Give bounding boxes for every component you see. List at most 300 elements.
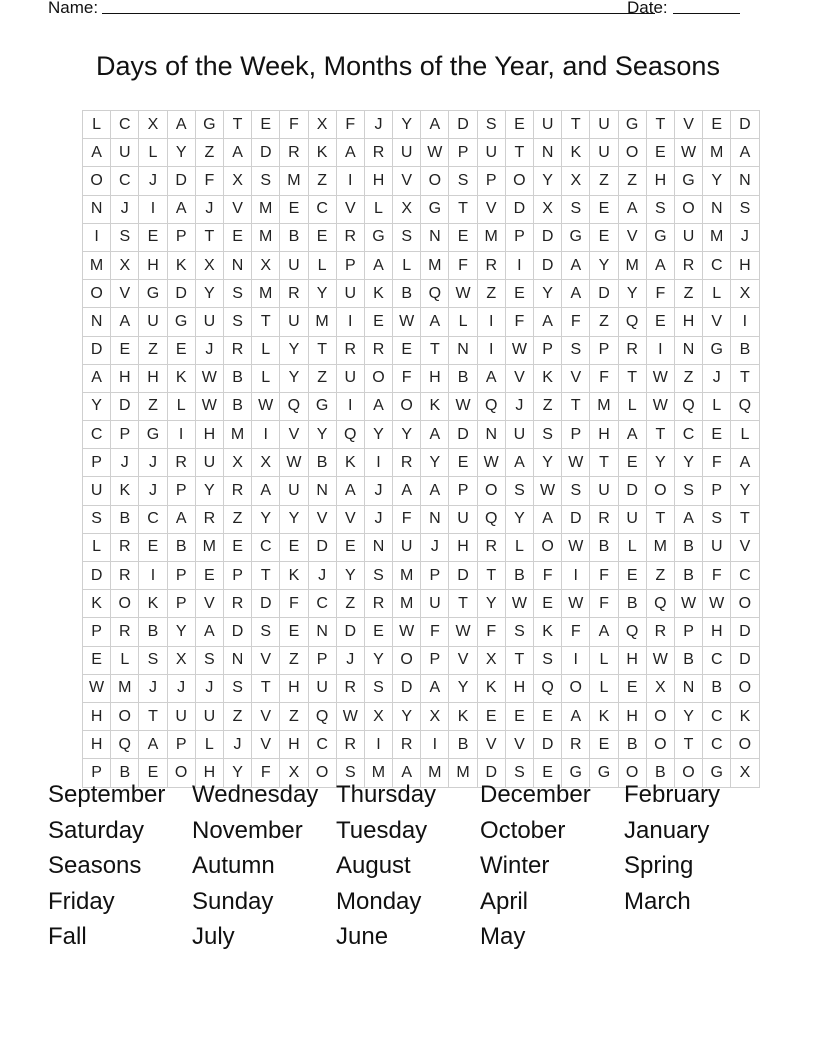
- grid-cell[interactable]: X: [421, 702, 449, 730]
- grid-cell[interactable]: N: [83, 195, 111, 223]
- grid-cell[interactable]: C: [111, 167, 139, 195]
- grid-cell[interactable]: D: [449, 111, 477, 139]
- grid-cell[interactable]: D: [308, 533, 336, 561]
- grid-cell[interactable]: Y: [703, 167, 731, 195]
- grid-cell[interactable]: X: [223, 167, 251, 195]
- grid-cell[interactable]: V: [703, 308, 731, 336]
- grid-cell[interactable]: B: [731, 336, 759, 364]
- grid-cell[interactable]: U: [336, 280, 364, 308]
- grid-cell[interactable]: A: [421, 308, 449, 336]
- grid-cell[interactable]: R: [618, 336, 646, 364]
- grid-cell[interactable]: M: [618, 251, 646, 279]
- name-blank-line[interactable]: [102, 13, 655, 14]
- grid-cell[interactable]: H: [421, 364, 449, 392]
- grid-cell[interactable]: J: [336, 646, 364, 674]
- grid-cell[interactable]: N: [477, 421, 505, 449]
- grid-cell[interactable]: P: [83, 759, 111, 787]
- grid-cell[interactable]: W: [83, 674, 111, 702]
- grid-cell[interactable]: U: [618, 505, 646, 533]
- grid-cell[interactable]: H: [618, 702, 646, 730]
- grid-cell[interactable]: T: [562, 111, 590, 139]
- grid-cell[interactable]: U: [167, 702, 195, 730]
- grid-cell[interactable]: A: [618, 195, 646, 223]
- grid-cell[interactable]: U: [280, 477, 308, 505]
- grid-cell[interactable]: W: [195, 364, 223, 392]
- grid-cell[interactable]: I: [477, 336, 505, 364]
- grid-cell[interactable]: B: [223, 392, 251, 420]
- grid-cell[interactable]: S: [223, 674, 251, 702]
- grid-cell[interactable]: G: [674, 167, 702, 195]
- grid-cell[interactable]: M: [223, 421, 251, 449]
- grid-cell[interactable]: A: [646, 251, 674, 279]
- grid-cell[interactable]: L: [618, 533, 646, 561]
- grid-cell[interactable]: V: [252, 731, 280, 759]
- grid-cell[interactable]: I: [505, 251, 533, 279]
- grid-cell[interactable]: M: [252, 280, 280, 308]
- grid-cell[interactable]: V: [308, 505, 336, 533]
- grid-cell[interactable]: E: [534, 590, 562, 618]
- grid-cell[interactable]: P: [703, 477, 731, 505]
- grid-cell[interactable]: B: [674, 533, 702, 561]
- grid-cell[interactable]: F: [393, 505, 421, 533]
- grid-cell[interactable]: C: [111, 111, 139, 139]
- grid-cell[interactable]: X: [223, 449, 251, 477]
- grid-cell[interactable]: U: [393, 533, 421, 561]
- grid-cell[interactable]: B: [280, 223, 308, 251]
- grid-cell[interactable]: M: [703, 223, 731, 251]
- grid-cell[interactable]: Y: [252, 505, 280, 533]
- grid-cell[interactable]: J: [364, 505, 392, 533]
- grid-cell[interactable]: G: [703, 336, 731, 364]
- grid-cell[interactable]: J: [308, 562, 336, 590]
- grid-cell[interactable]: I: [139, 195, 167, 223]
- grid-cell[interactable]: H: [83, 702, 111, 730]
- grid-cell[interactable]: E: [364, 308, 392, 336]
- grid-cell[interactable]: G: [590, 759, 618, 787]
- grid-cell[interactable]: D: [252, 139, 280, 167]
- grid-cell[interactable]: O: [646, 731, 674, 759]
- grid-cell[interactable]: O: [167, 759, 195, 787]
- grid-cell[interactable]: W: [393, 618, 421, 646]
- grid-cell[interactable]: M: [252, 195, 280, 223]
- grid-cell[interactable]: Y: [280, 364, 308, 392]
- grid-cell[interactable]: S: [731, 195, 759, 223]
- grid-cell[interactable]: Z: [223, 702, 251, 730]
- grid-cell[interactable]: T: [618, 364, 646, 392]
- grid-cell[interactable]: I: [646, 336, 674, 364]
- grid-cell[interactable]: V: [111, 280, 139, 308]
- grid-cell[interactable]: F: [703, 449, 731, 477]
- grid-cell[interactable]: K: [139, 590, 167, 618]
- grid-cell[interactable]: Z: [590, 308, 618, 336]
- grid-cell[interactable]: X: [731, 759, 759, 787]
- grid-cell[interactable]: F: [562, 308, 590, 336]
- grid-cell[interactable]: O: [505, 167, 533, 195]
- grid-cell[interactable]: O: [618, 759, 646, 787]
- grid-cell[interactable]: F: [195, 167, 223, 195]
- grid-cell[interactable]: R: [167, 449, 195, 477]
- grid-cell[interactable]: S: [449, 167, 477, 195]
- grid-cell[interactable]: A: [731, 449, 759, 477]
- grid-cell[interactable]: T: [308, 336, 336, 364]
- grid-cell[interactable]: A: [195, 618, 223, 646]
- grid-cell[interactable]: X: [393, 195, 421, 223]
- grid-cell[interactable]: A: [364, 251, 392, 279]
- grid-cell[interactable]: U: [449, 505, 477, 533]
- grid-cell[interactable]: Z: [308, 364, 336, 392]
- grid-cell[interactable]: S: [505, 759, 533, 787]
- grid-cell[interactable]: V: [252, 646, 280, 674]
- grid-cell[interactable]: D: [731, 646, 759, 674]
- grid-cell[interactable]: C: [703, 251, 731, 279]
- grid-cell[interactable]: K: [534, 618, 562, 646]
- grid-cell[interactable]: E: [505, 280, 533, 308]
- grid-cell[interactable]: B: [449, 731, 477, 759]
- grid-cell[interactable]: W: [280, 449, 308, 477]
- grid-cell[interactable]: R: [280, 280, 308, 308]
- grid-cell[interactable]: Y: [534, 280, 562, 308]
- grid-cell[interactable]: S: [364, 562, 392, 590]
- grid-cell[interactable]: G: [364, 223, 392, 251]
- grid-cell[interactable]: O: [83, 167, 111, 195]
- grid-cell[interactable]: F: [590, 590, 618, 618]
- grid-cell[interactable]: K: [590, 702, 618, 730]
- grid-cell[interactable]: L: [139, 139, 167, 167]
- grid-cell[interactable]: T: [477, 562, 505, 590]
- grid-cell[interactable]: K: [308, 139, 336, 167]
- grid-cell[interactable]: W: [703, 590, 731, 618]
- grid-cell[interactable]: Z: [280, 646, 308, 674]
- grid-cell[interactable]: K: [477, 674, 505, 702]
- grid-cell[interactable]: T: [646, 505, 674, 533]
- grid-cell[interactable]: O: [731, 674, 759, 702]
- grid-cell[interactable]: M: [703, 139, 731, 167]
- grid-cell[interactable]: R: [111, 533, 139, 561]
- grid-cell[interactable]: Z: [223, 505, 251, 533]
- grid-cell[interactable]: O: [83, 280, 111, 308]
- grid-cell[interactable]: L: [703, 280, 731, 308]
- grid-cell[interactable]: P: [562, 421, 590, 449]
- grid-cell[interactable]: R: [223, 336, 251, 364]
- grid-cell[interactable]: Q: [646, 590, 674, 618]
- grid-cell[interactable]: E: [280, 618, 308, 646]
- grid-cell[interactable]: Q: [477, 505, 505, 533]
- grid-cell[interactable]: P: [449, 477, 477, 505]
- grid-cell[interactable]: N: [223, 251, 251, 279]
- grid-cell[interactable]: V: [336, 195, 364, 223]
- grid-cell[interactable]: Y: [731, 477, 759, 505]
- grid-cell[interactable]: N: [421, 505, 449, 533]
- grid-cell[interactable]: B: [674, 646, 702, 674]
- grid-cell[interactable]: R: [393, 449, 421, 477]
- grid-cell[interactable]: H: [731, 251, 759, 279]
- grid-cell[interactable]: Y: [393, 111, 421, 139]
- grid-cell[interactable]: A: [83, 139, 111, 167]
- grid-cell[interactable]: U: [703, 533, 731, 561]
- grid-cell[interactable]: L: [731, 421, 759, 449]
- grid-cell[interactable]: R: [111, 618, 139, 646]
- grid-cell[interactable]: E: [449, 223, 477, 251]
- grid-cell[interactable]: B: [308, 449, 336, 477]
- grid-cell[interactable]: I: [364, 449, 392, 477]
- grid-cell[interactable]: F: [590, 562, 618, 590]
- grid-cell[interactable]: D: [534, 223, 562, 251]
- grid-cell[interactable]: S: [703, 505, 731, 533]
- grid-cell[interactable]: B: [674, 562, 702, 590]
- grid-cell[interactable]: T: [505, 139, 533, 167]
- grid-cell[interactable]: S: [83, 505, 111, 533]
- grid-cell[interactable]: G: [562, 759, 590, 787]
- grid-cell[interactable]: V: [505, 364, 533, 392]
- grid-cell[interactable]: X: [562, 167, 590, 195]
- grid-cell[interactable]: K: [167, 364, 195, 392]
- grid-cell[interactable]: T: [646, 421, 674, 449]
- grid-cell[interactable]: P: [449, 139, 477, 167]
- grid-cell[interactable]: F: [280, 111, 308, 139]
- grid-cell[interactable]: Q: [731, 392, 759, 420]
- grid-cell[interactable]: Y: [674, 449, 702, 477]
- grid-cell[interactable]: Z: [674, 364, 702, 392]
- grid-cell[interactable]: X: [534, 195, 562, 223]
- grid-cell[interactable]: E: [534, 759, 562, 787]
- grid-cell[interactable]: A: [167, 505, 195, 533]
- grid-cell[interactable]: O: [674, 759, 702, 787]
- grid-cell[interactable]: T: [590, 449, 618, 477]
- grid-cell[interactable]: C: [703, 646, 731, 674]
- grid-cell[interactable]: X: [252, 449, 280, 477]
- grid-cell[interactable]: A: [252, 477, 280, 505]
- grid-cell[interactable]: E: [477, 702, 505, 730]
- grid-cell[interactable]: Y: [195, 280, 223, 308]
- grid-cell[interactable]: U: [674, 223, 702, 251]
- grid-cell[interactable]: X: [139, 111, 167, 139]
- grid-cell[interactable]: S: [505, 618, 533, 646]
- grid-cell[interactable]: X: [308, 111, 336, 139]
- grid-cell[interactable]: R: [393, 731, 421, 759]
- grid-cell[interactable]: T: [421, 336, 449, 364]
- grid-cell[interactable]: G: [308, 392, 336, 420]
- grid-cell[interactable]: U: [590, 111, 618, 139]
- grid-cell[interactable]: W: [421, 139, 449, 167]
- grid-cell[interactable]: M: [421, 759, 449, 787]
- grid-cell[interactable]: Z: [336, 590, 364, 618]
- grid-cell[interactable]: M: [111, 674, 139, 702]
- grid-cell[interactable]: X: [646, 674, 674, 702]
- grid-cell[interactable]: G: [195, 111, 223, 139]
- grid-cell[interactable]: C: [703, 731, 731, 759]
- grid-cell[interactable]: B: [393, 280, 421, 308]
- grid-cell[interactable]: Y: [534, 167, 562, 195]
- grid-cell[interactable]: D: [252, 590, 280, 618]
- grid-cell[interactable]: O: [421, 167, 449, 195]
- grid-cell[interactable]: E: [139, 223, 167, 251]
- grid-cell[interactable]: N: [703, 195, 731, 223]
- grid-cell[interactable]: X: [195, 251, 223, 279]
- grid-cell[interactable]: R: [223, 477, 251, 505]
- grid-cell[interactable]: B: [618, 731, 646, 759]
- grid-cell[interactable]: X: [364, 702, 392, 730]
- grid-cell[interactable]: N: [674, 336, 702, 364]
- grid-cell[interactable]: L: [111, 646, 139, 674]
- grid-cell[interactable]: G: [139, 280, 167, 308]
- grid-cell[interactable]: Y: [280, 336, 308, 364]
- grid-cell[interactable]: U: [393, 139, 421, 167]
- grid-cell[interactable]: X: [252, 251, 280, 279]
- grid-cell[interactable]: U: [195, 702, 223, 730]
- grid-cell[interactable]: U: [83, 477, 111, 505]
- grid-cell[interactable]: D: [590, 280, 618, 308]
- grid-cell[interactable]: S: [111, 223, 139, 251]
- grid-cell[interactable]: Y: [280, 505, 308, 533]
- grid-cell[interactable]: H: [674, 308, 702, 336]
- grid-cell[interactable]: U: [505, 421, 533, 449]
- grid-cell[interactable]: Y: [646, 449, 674, 477]
- grid-cell[interactable]: J: [703, 364, 731, 392]
- grid-cell[interactable]: N: [534, 139, 562, 167]
- grid-cell[interactable]: L: [590, 646, 618, 674]
- grid-cell[interactable]: V: [336, 505, 364, 533]
- grid-cell[interactable]: Y: [534, 449, 562, 477]
- grid-cell[interactable]: N: [223, 646, 251, 674]
- grid-cell[interactable]: T: [252, 674, 280, 702]
- grid-cell[interactable]: A: [505, 449, 533, 477]
- grid-cell[interactable]: P: [167, 562, 195, 590]
- grid-cell[interactable]: U: [336, 364, 364, 392]
- grid-cell[interactable]: S: [223, 308, 251, 336]
- grid-cell[interactable]: O: [646, 477, 674, 505]
- grid-cell[interactable]: R: [674, 251, 702, 279]
- grid-cell[interactable]: D: [449, 421, 477, 449]
- grid-cell[interactable]: H: [280, 674, 308, 702]
- grid-cell[interactable]: M: [252, 223, 280, 251]
- grid-cell[interactable]: C: [308, 590, 336, 618]
- grid-cell[interactable]: Y: [449, 674, 477, 702]
- grid-cell[interactable]: M: [477, 223, 505, 251]
- grid-cell[interactable]: C: [308, 731, 336, 759]
- grid-cell[interactable]: W: [646, 392, 674, 420]
- grid-cell[interactable]: U: [195, 449, 223, 477]
- grid-cell[interactable]: Y: [618, 280, 646, 308]
- grid-cell[interactable]: Y: [167, 618, 195, 646]
- grid-cell[interactable]: M: [195, 533, 223, 561]
- grid-cell[interactable]: I: [336, 392, 364, 420]
- grid-cell[interactable]: T: [731, 505, 759, 533]
- grid-cell[interactable]: H: [111, 364, 139, 392]
- grid-cell[interactable]: J: [111, 195, 139, 223]
- grid-cell[interactable]: M: [590, 392, 618, 420]
- grid-cell[interactable]: S: [562, 195, 590, 223]
- grid-cell[interactable]: S: [393, 223, 421, 251]
- grid-cell[interactable]: H: [195, 759, 223, 787]
- grid-cell[interactable]: O: [477, 477, 505, 505]
- grid-cell[interactable]: Y: [223, 759, 251, 787]
- grid-cell[interactable]: H: [505, 674, 533, 702]
- grid-cell[interactable]: R: [336, 674, 364, 702]
- grid-cell[interactable]: D: [223, 618, 251, 646]
- grid-cell[interactable]: Y: [393, 702, 421, 730]
- grid-cell[interactable]: A: [731, 139, 759, 167]
- grid-cell[interactable]: R: [223, 590, 251, 618]
- grid-cell[interactable]: E: [618, 449, 646, 477]
- grid-cell[interactable]: E: [223, 533, 251, 561]
- grid-cell[interactable]: I: [562, 562, 590, 590]
- grid-cell[interactable]: K: [731, 702, 759, 730]
- grid-cell[interactable]: N: [308, 477, 336, 505]
- grid-cell[interactable]: J: [364, 111, 392, 139]
- grid-cell[interactable]: E: [139, 533, 167, 561]
- grid-cell[interactable]: T: [449, 590, 477, 618]
- grid-cell[interactable]: A: [534, 308, 562, 336]
- grid-cell[interactable]: D: [393, 674, 421, 702]
- grid-cell[interactable]: T: [449, 195, 477, 223]
- grid-cell[interactable]: Q: [534, 674, 562, 702]
- grid-cell[interactable]: A: [393, 477, 421, 505]
- grid-cell[interactable]: E: [505, 111, 533, 139]
- grid-cell[interactable]: E: [590, 731, 618, 759]
- grid-cell[interactable]: A: [421, 421, 449, 449]
- grid-cell[interactable]: E: [111, 336, 139, 364]
- grid-cell[interactable]: W: [449, 618, 477, 646]
- grid-cell[interactable]: C: [308, 195, 336, 223]
- grid-cell[interactable]: U: [477, 139, 505, 167]
- grid-cell[interactable]: Z: [308, 167, 336, 195]
- grid-cell[interactable]: D: [731, 618, 759, 646]
- grid-cell[interactable]: Y: [308, 421, 336, 449]
- grid-cell[interactable]: I: [252, 421, 280, 449]
- grid-cell[interactable]: E: [195, 562, 223, 590]
- grid-cell[interactable]: Y: [364, 646, 392, 674]
- grid-cell[interactable]: M: [421, 251, 449, 279]
- grid-cell[interactable]: Z: [646, 562, 674, 590]
- grid-cell[interactable]: F: [534, 562, 562, 590]
- grid-cell[interactable]: J: [139, 449, 167, 477]
- grid-cell[interactable]: U: [280, 308, 308, 336]
- grid-cell[interactable]: V: [280, 421, 308, 449]
- grid-cell[interactable]: C: [703, 702, 731, 730]
- grid-cell[interactable]: P: [505, 223, 533, 251]
- grid-cell[interactable]: F: [646, 280, 674, 308]
- grid-cell[interactable]: D: [336, 618, 364, 646]
- grid-cell[interactable]: W: [195, 392, 223, 420]
- grid-cell[interactable]: P: [83, 449, 111, 477]
- grid-cell[interactable]: E: [703, 111, 731, 139]
- grid-cell[interactable]: J: [167, 674, 195, 702]
- grid-cell[interactable]: W: [505, 336, 533, 364]
- grid-cell[interactable]: E: [590, 195, 618, 223]
- grid-cell[interactable]: S: [534, 421, 562, 449]
- grid-cell[interactable]: J: [139, 167, 167, 195]
- grid-cell[interactable]: W: [562, 533, 590, 561]
- grid-cell[interactable]: G: [562, 223, 590, 251]
- grid-cell[interactable]: I: [477, 308, 505, 336]
- grid-cell[interactable]: P: [223, 562, 251, 590]
- grid-cell[interactable]: A: [674, 505, 702, 533]
- grid-cell[interactable]: X: [111, 251, 139, 279]
- grid-cell[interactable]: T: [195, 223, 223, 251]
- grid-cell[interactable]: U: [590, 477, 618, 505]
- grid-cell[interactable]: M: [449, 759, 477, 787]
- grid-cell[interactable]: K: [336, 449, 364, 477]
- grid-cell[interactable]: K: [562, 139, 590, 167]
- grid-cell[interactable]: J: [364, 477, 392, 505]
- grid-cell[interactable]: L: [252, 364, 280, 392]
- grid-cell[interactable]: S: [646, 195, 674, 223]
- grid-cell[interactable]: I: [336, 308, 364, 336]
- grid-cell[interactable]: N: [83, 308, 111, 336]
- grid-cell[interactable]: Q: [674, 392, 702, 420]
- grid-cell[interactable]: J: [139, 477, 167, 505]
- grid-cell[interactable]: C: [83, 421, 111, 449]
